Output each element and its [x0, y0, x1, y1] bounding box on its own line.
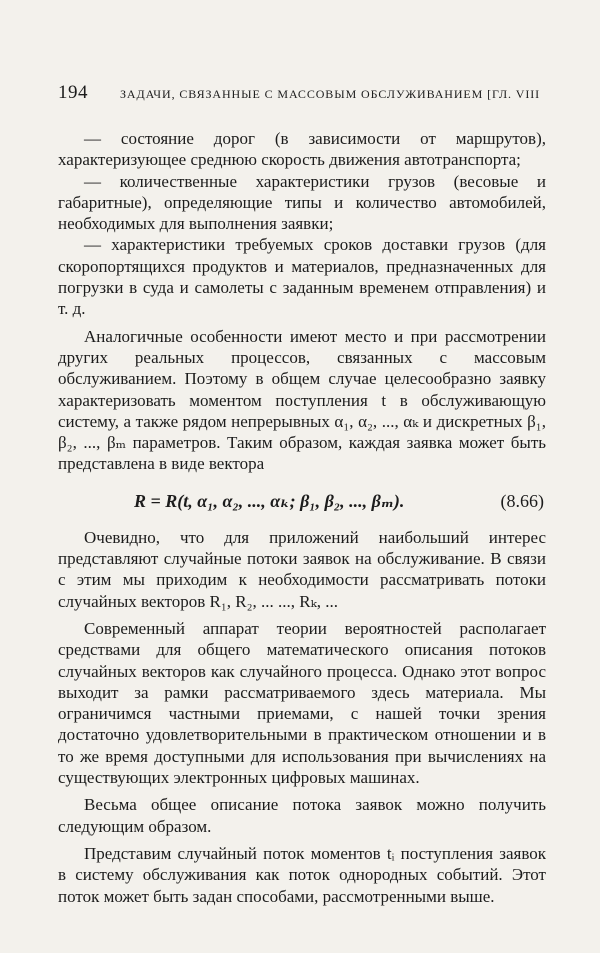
equation-formula: R = R(t, α₁, α₂, ..., αₖ; β₁, β₂, ..., βₘ).: [134, 490, 405, 511]
book-page: [58, 82, 546, 932]
running-head: ЗАДАЧИ, СВЯЗАННЫЕ С МАССОВЫМ ОБСЛУЖИВАНИЕМ [ГЛ. VIII: [120, 87, 541, 101]
paragraph: — состояние дорог (в зависимости от маршрутов), характеризующее среднюю скорость движения автотранспорта;: [58, 129, 546, 170]
paragraph: Представим случайный поток моментов tᵢ поступления заявок в систему обслуживания как поток однородных событий. Этот поток может быть задан способами, рассмотренными выше.: [58, 843, 546, 906]
equation-block: [58, 485, 546, 523]
paragraph: Очевидно, что для приложений наибольший интерес представляют случайные потоки заявок на обслуживание. В связи с этим мы приходим к необходимости рассматривать потоки случайных векторов R₁, R₂, ... ..., Rₖ, ...: [58, 527, 546, 611]
paragraph: — количественные характеристики грузов (весовые и габаритные), определяющие типы и количество автомобилей, необходимых для выполнения заявки;: [58, 171, 546, 234]
paragraph: — характеристики требуемых сроков доставки грузов (для скоропортящихся продуктов и материалов, предназначенных для погрузки в суда и самолеты с заданным временем отправления) и т. д.: [58, 235, 546, 319]
paragraph: Аналогичные особенности имеют место и при рассмотрении других реальных процессов, связанных с массовым обслуживанием. Поэтому в общем случае целесообразно заявку характеризовать моментом поступления t в обслуживающую систему, а также рядом непрерывных α₁, α₂, ..., αₖ и дискретных β₁, β₂, ..., βₘ параметров. Таким образом, каждая заявка может быть представлена в виде вектора: [58, 326, 546, 474]
equation-number: (8.66): [500, 490, 544, 511]
page-body: [58, 128, 546, 907]
paragraph: Весьма общее описание потока заявок можно получить следующим образом.: [58, 795, 546, 836]
page-header: [58, 82, 546, 112]
paragraph: Современный аппарат теории вероятностей располагает средствами для общего математического описания потоков случайных векторов как случайного процесса. Однако этот вопрос выходит за рамки рассматриваемого здесь материала. Мы ограничимся частными приемами, с нашей точки зрения достаточно удовлетворительными в практическом отношении и в то же время доступными для использования при вычислениях на существующих электронных цифровых машинах.: [58, 618, 546, 788]
page-number: 194: [58, 82, 88, 103]
